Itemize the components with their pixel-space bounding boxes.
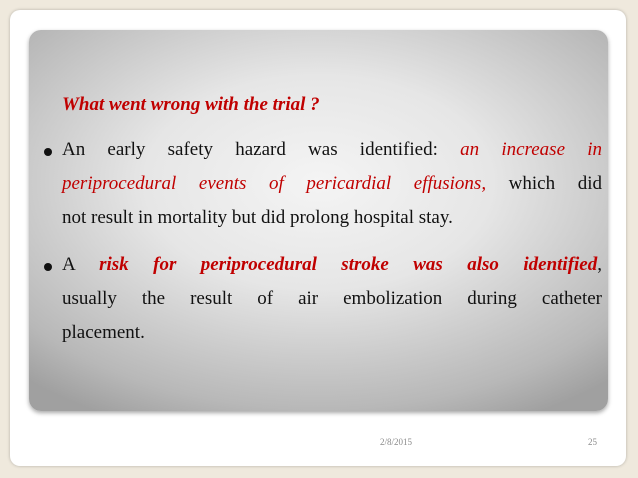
- bullet-icon: [44, 148, 52, 156]
- bullet-1-line-2: periprocedural events of pericardial effusions, which did: [62, 173, 602, 194]
- bullet-icon: [44, 263, 52, 271]
- slide-number: 25: [588, 437, 597, 447]
- bullet-1: [62, 133, 602, 235]
- footer-date: 2/8/2015: [380, 437, 413, 447]
- bullet-1-line-1: An early safety hazard was identified: an increase in: [62, 139, 602, 160]
- slide-heading: What went wrong with the trial ?: [62, 94, 320, 115]
- bullet-2-line-3: placement.: [62, 322, 145, 343]
- bullet-1-line-3: not result in mortality but did prolong hospital stay.: [62, 207, 453, 228]
- bullet-2: [62, 248, 602, 350]
- bullet-2-line-1: A risk for periprocedural stroke was also identified,: [62, 254, 602, 275]
- bullet-2-line-2: usually the result of air embolization during catheter: [62, 288, 602, 309]
